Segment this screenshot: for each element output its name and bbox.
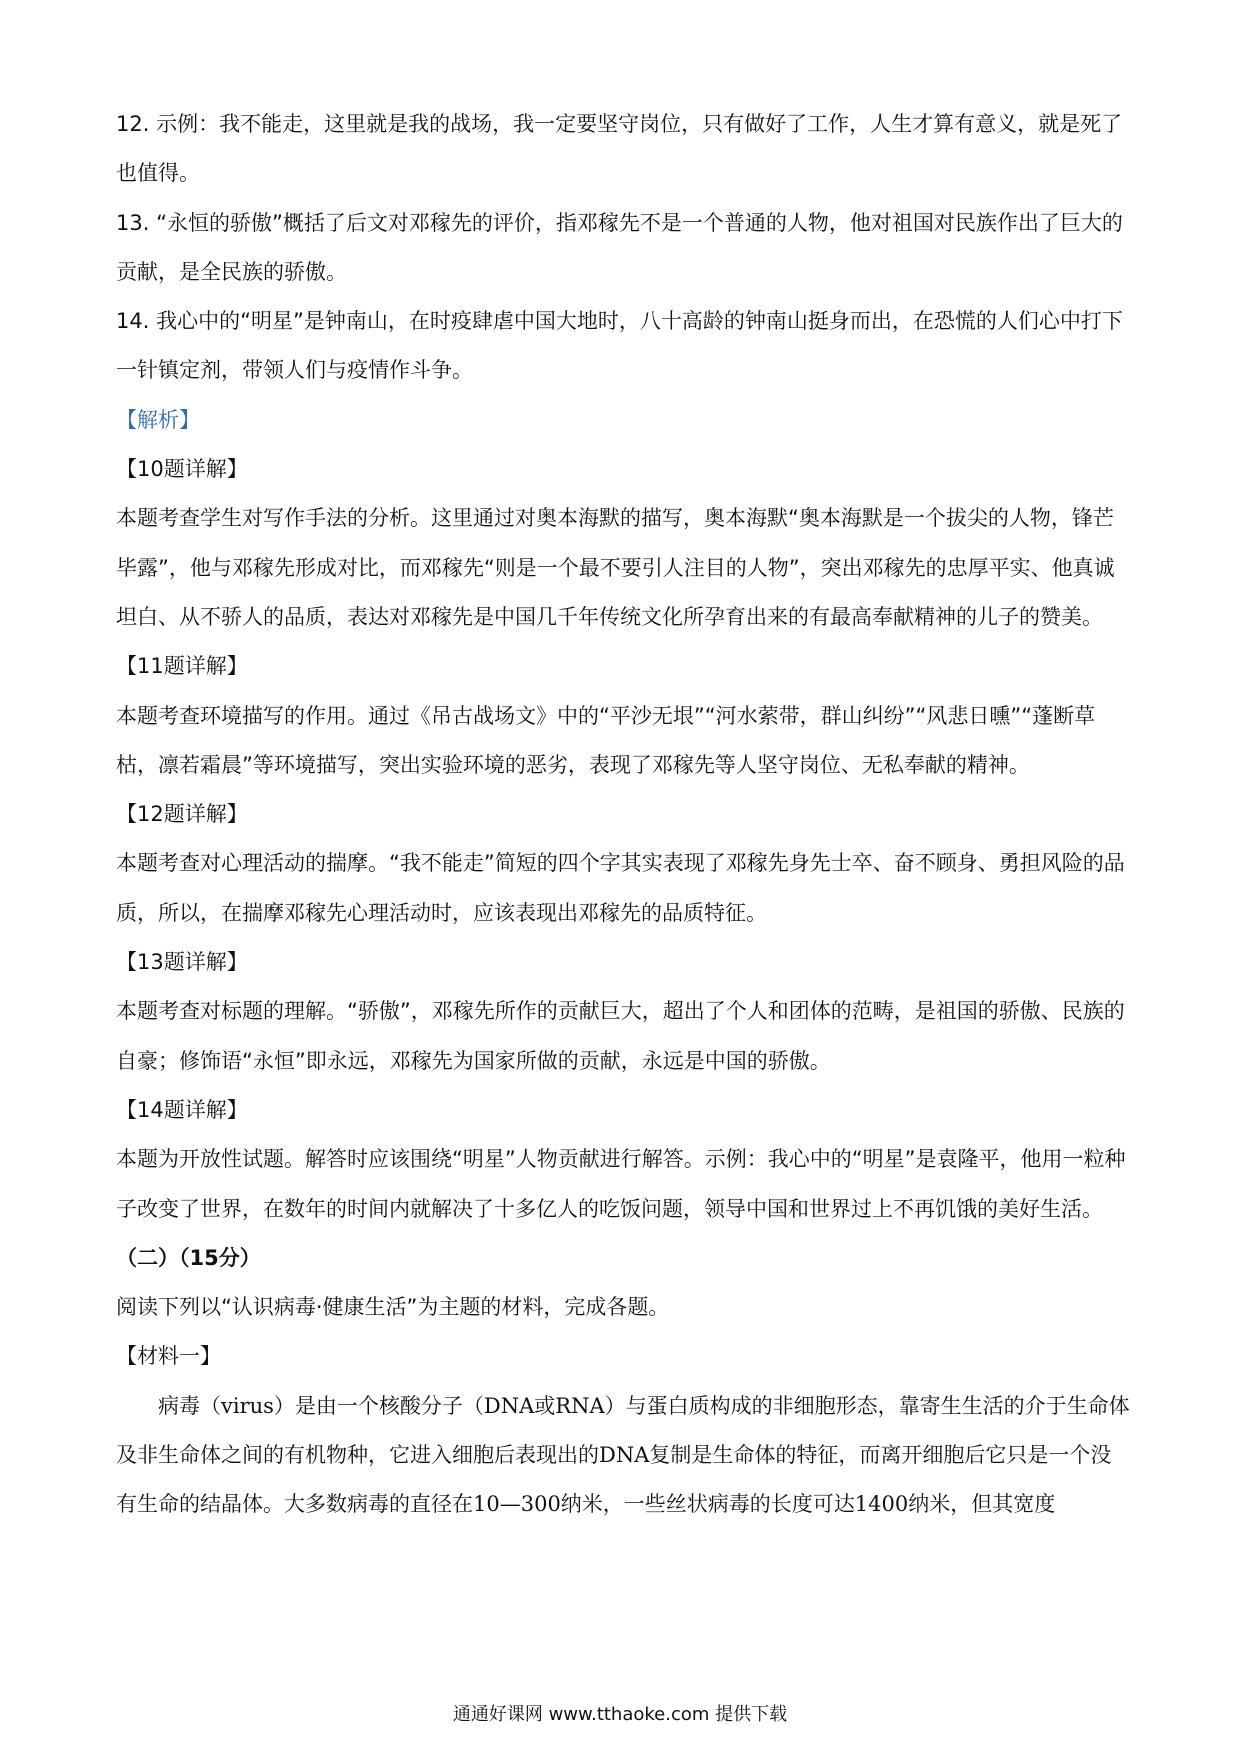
answer-12: 12. 示例：我不能走，这里就是我的战场，我一定要坚守岗位，只有做好了工作，人生才算有意义，就是死了也值得。 — [116, 112, 1123, 186]
analysis-14-body: 本题为开放性试题。解答时应该围绕“明星”人物贡献进行解答。示例：我心中的“明星”是袁隆平，他用一粒种子改变了世界，在数年的时间内就解决了十多亿人的吃饭问题，领导中国和世界过上不再饥饿的美好生活。 — [116, 1147, 1126, 1221]
analysis-label: 【解析】 — [116, 407, 200, 432]
document-page — [116, 100, 1130, 1530]
answer-13: 13. “永恒的骄傲”概括了后文对邓稼先的评价，指邓稼先不是一个普通的人物，他对祖国对民族作出了巨大的贡献，是全民族的骄傲。 — [116, 210, 1123, 284]
analysis-14-title: 【14题详解】 — [116, 1097, 248, 1122]
analysis-11-title: 【11题详解】 — [116, 654, 248, 679]
analysis-12-body: 本题考查对心理活动的揣摩。“我不能走”简短的四个字其实表现了邓稼先身先士卒、奋不顾身、勇担风险的品质，所以，在揣摩邓稼先心理活动时，应该表现出邓稼先的品质特征。 — [116, 851, 1125, 925]
analysis-13-body: 本题考查对标题的理解。“骄傲”，邓稼先所作的贡献巨大，超出了个人和团体的范畴，是祖国的骄傲、民族的自豪；修饰语“永恒”即永远，邓稼先为国家所做的贡献，永远是中国的骄傲。 — [116, 999, 1125, 1073]
section-2-instruction: 阅读下列以“认识病毒·健康生活”为主题的材料，完成各题。 — [116, 1295, 670, 1320]
material-1-label: 【材料一】 — [116, 1344, 221, 1369]
analysis-10-title: 【10题详解】 — [116, 457, 248, 482]
answer-14: 14. 我心中的“明星”是钟南山，在时疫肆虐中国大地时，八十高龄的钟南山挺身而出，在恐慌的人们心中打下一针镇定剂，带领人们与疫情作斗争。 — [116, 309, 1123, 383]
analysis-13-title: 【13题详解】 — [116, 950, 248, 975]
material-1-text: 病毒（virus）是由一个核酸分子（DNA或RNA）与蛋白质构成的非细胞形态，靠寄生生活的介于生命体及非生命体之间的有机物种，它进入细胞后表现出的DNA复制是生命体的特征，而离开细胞后它只是一个没有生命的结晶体。大多数病毒的直径在10—300纳米，一些丝状病毒的长度可达1400纳米，但其宽度 — [116, 1393, 1130, 1517]
analysis-10-body: 本题考查学生对写作手法的分析。这里通过对奥本海默的描写，奥本海默“奥本海默是一个拔尖的人物，锋芒毕露”，他与邓稼先形成对比，而邓稼先“则是一个最不要引人注目的人物”，突出邓稼先的忠厚平实、他真诚坦白、从不骄人的品质，表达对邓稼先是中国几千年传统文化所孕育出来的有最高奉献精神的儿子的赞美。 — [116, 506, 1115, 629]
analysis-12-title: 【12题详解】 — [116, 802, 248, 827]
footer-source: 通通好课网 www.tthaoke.com 提供下载 — [452, 1704, 788, 1725]
section-2-title: （二）（15分） — [116, 1245, 261, 1270]
analysis-11-body: 本题考查环境描写的作用。通过《吊古战场文》中的“平沙无垠”“河水萦带，群山纠纷”“风悲日曛”“蓬断草枯，凛若霜晨”等环境描写，突出实验环境的恶劣，表现了邓稼先等人坚守岗位、无私奉献的精神。 — [116, 703, 1096, 777]
